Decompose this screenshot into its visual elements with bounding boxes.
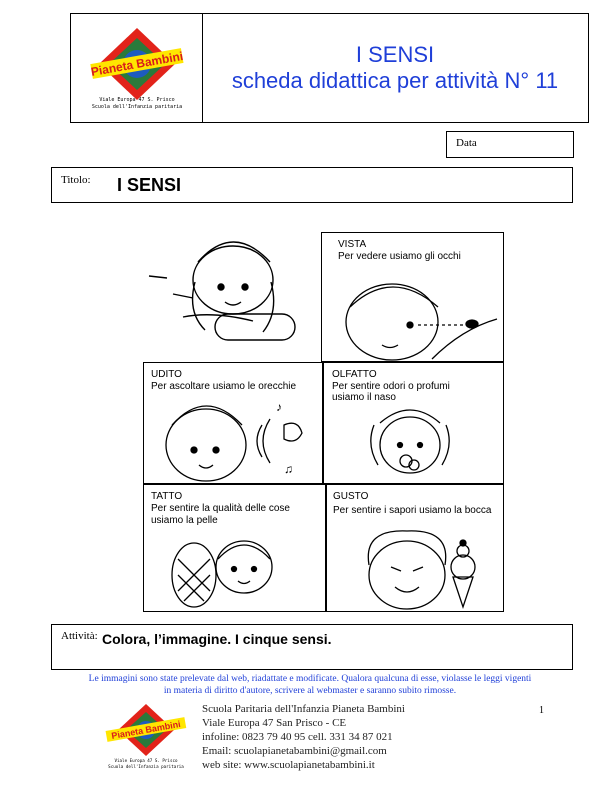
eye-child-drawing	[322, 267, 503, 361]
panel-text: Per sentire i sapori usiamo la bocca	[333, 505, 492, 516]
date-field[interactable]	[446, 131, 574, 158]
panel-text: Per sentire odori o profumi usiamo il naso	[332, 381, 450, 403]
panel-title: GUSTO	[333, 491, 369, 502]
panel-tatto	[143, 484, 326, 612]
footer-logo	[94, 700, 198, 772]
notice-line-2: in materia di diritto d'autore, scrivere al webmaster e saranno subito rimosse.	[163, 686, 457, 696]
panel-title: UDITO	[151, 369, 182, 380]
svg-text:♪: ♪	[276, 400, 282, 414]
footer-school-name: Scuola Paritaria dell'Infanzia Pianeta Bambini	[202, 703, 405, 715]
activity-field[interactable]	[51, 624, 573, 670]
date-label: Data	[456, 137, 477, 149]
svg-text:Viale Europa 47 S. Prisco: Viale Europa 47 S. Prisco	[114, 758, 178, 763]
school-logo	[71, 14, 202, 122]
panel-gusto	[326, 484, 504, 612]
footer-phone: infoline: 0823 79 40 95 cell. 331 34 87 021	[202, 731, 393, 743]
title-cell	[202, 14, 588, 122]
title-label: Titolo:	[61, 174, 91, 186]
header-table	[70, 13, 589, 123]
logo-cell	[71, 14, 203, 122]
panel-title: VISTA	[338, 239, 367, 250]
panel-vista	[321, 232, 504, 362]
title-field[interactable]	[51, 167, 573, 203]
svg-text:♫: ♫	[284, 462, 293, 476]
title-value: I SENSI	[117, 175, 182, 195]
svg-text:Scuola dell'Infanzia paritaria: Scuola dell'Infanzia paritaria	[108, 764, 184, 769]
panel-text: Per sentire la qualità delle cose usiamo la pelle	[151, 503, 290, 526]
svg-text:Pianeta Bambini: Pianeta Bambini	[89, 49, 185, 79]
svg-text:Scuola dell'Infanzia paritaria: Scuola dell'Infanzia paritaria	[91, 104, 183, 110]
copyright-notice	[30, 673, 590, 697]
activity-value: Colora, l’immagine. I cinque sensi.	[102, 631, 332, 647]
panel-udito	[143, 362, 323, 484]
panel-olfatto	[323, 362, 504, 484]
panel-text: Per vedere usiamo gli occhi	[338, 251, 461, 262]
svg-text:Pianeta Bambini: Pianeta Bambini	[110, 718, 182, 742]
nose-child-drawing	[324, 405, 503, 483]
panel-title: OLFATTO	[332, 369, 377, 380]
footer-website[interactable]: web site: www.scuolapianetabambini.it	[202, 759, 375, 771]
footer-email[interactable]: Email: scuolapianetabambini@gmail.com	[202, 745, 387, 757]
panel-text: Per ascoltare usiamo le orecchie	[151, 381, 297, 392]
touch-child-drawing	[144, 529, 325, 611]
senses-illustration	[143, 232, 505, 612]
footer-address: Viale Europa 47 San Prisco - CE	[202, 717, 347, 729]
panel-title: TATTO	[151, 491, 183, 502]
girl-drawing	[143, 232, 321, 362]
taste-child-drawing	[327, 525, 503, 611]
ear-child-drawing	[144, 395, 322, 483]
page-number: 1	[539, 705, 544, 716]
notice-line-1: Le immagini sono state prelevate dal web, riadattate e modificate. Qualora qualcuna di esse, violasse le leggi vigenti	[88, 674, 532, 684]
sheet-title: I SENSI	[355, 42, 435, 67]
activity-label: Attività:	[61, 630, 98, 642]
svg-text:Viale Europa 47 S. Prisco: Viale Europa 47 S. Prisco	[99, 97, 175, 103]
sheet-subtitle: scheda didattica per attività N° 11	[231, 68, 559, 93]
footer-contacts	[202, 702, 405, 772]
